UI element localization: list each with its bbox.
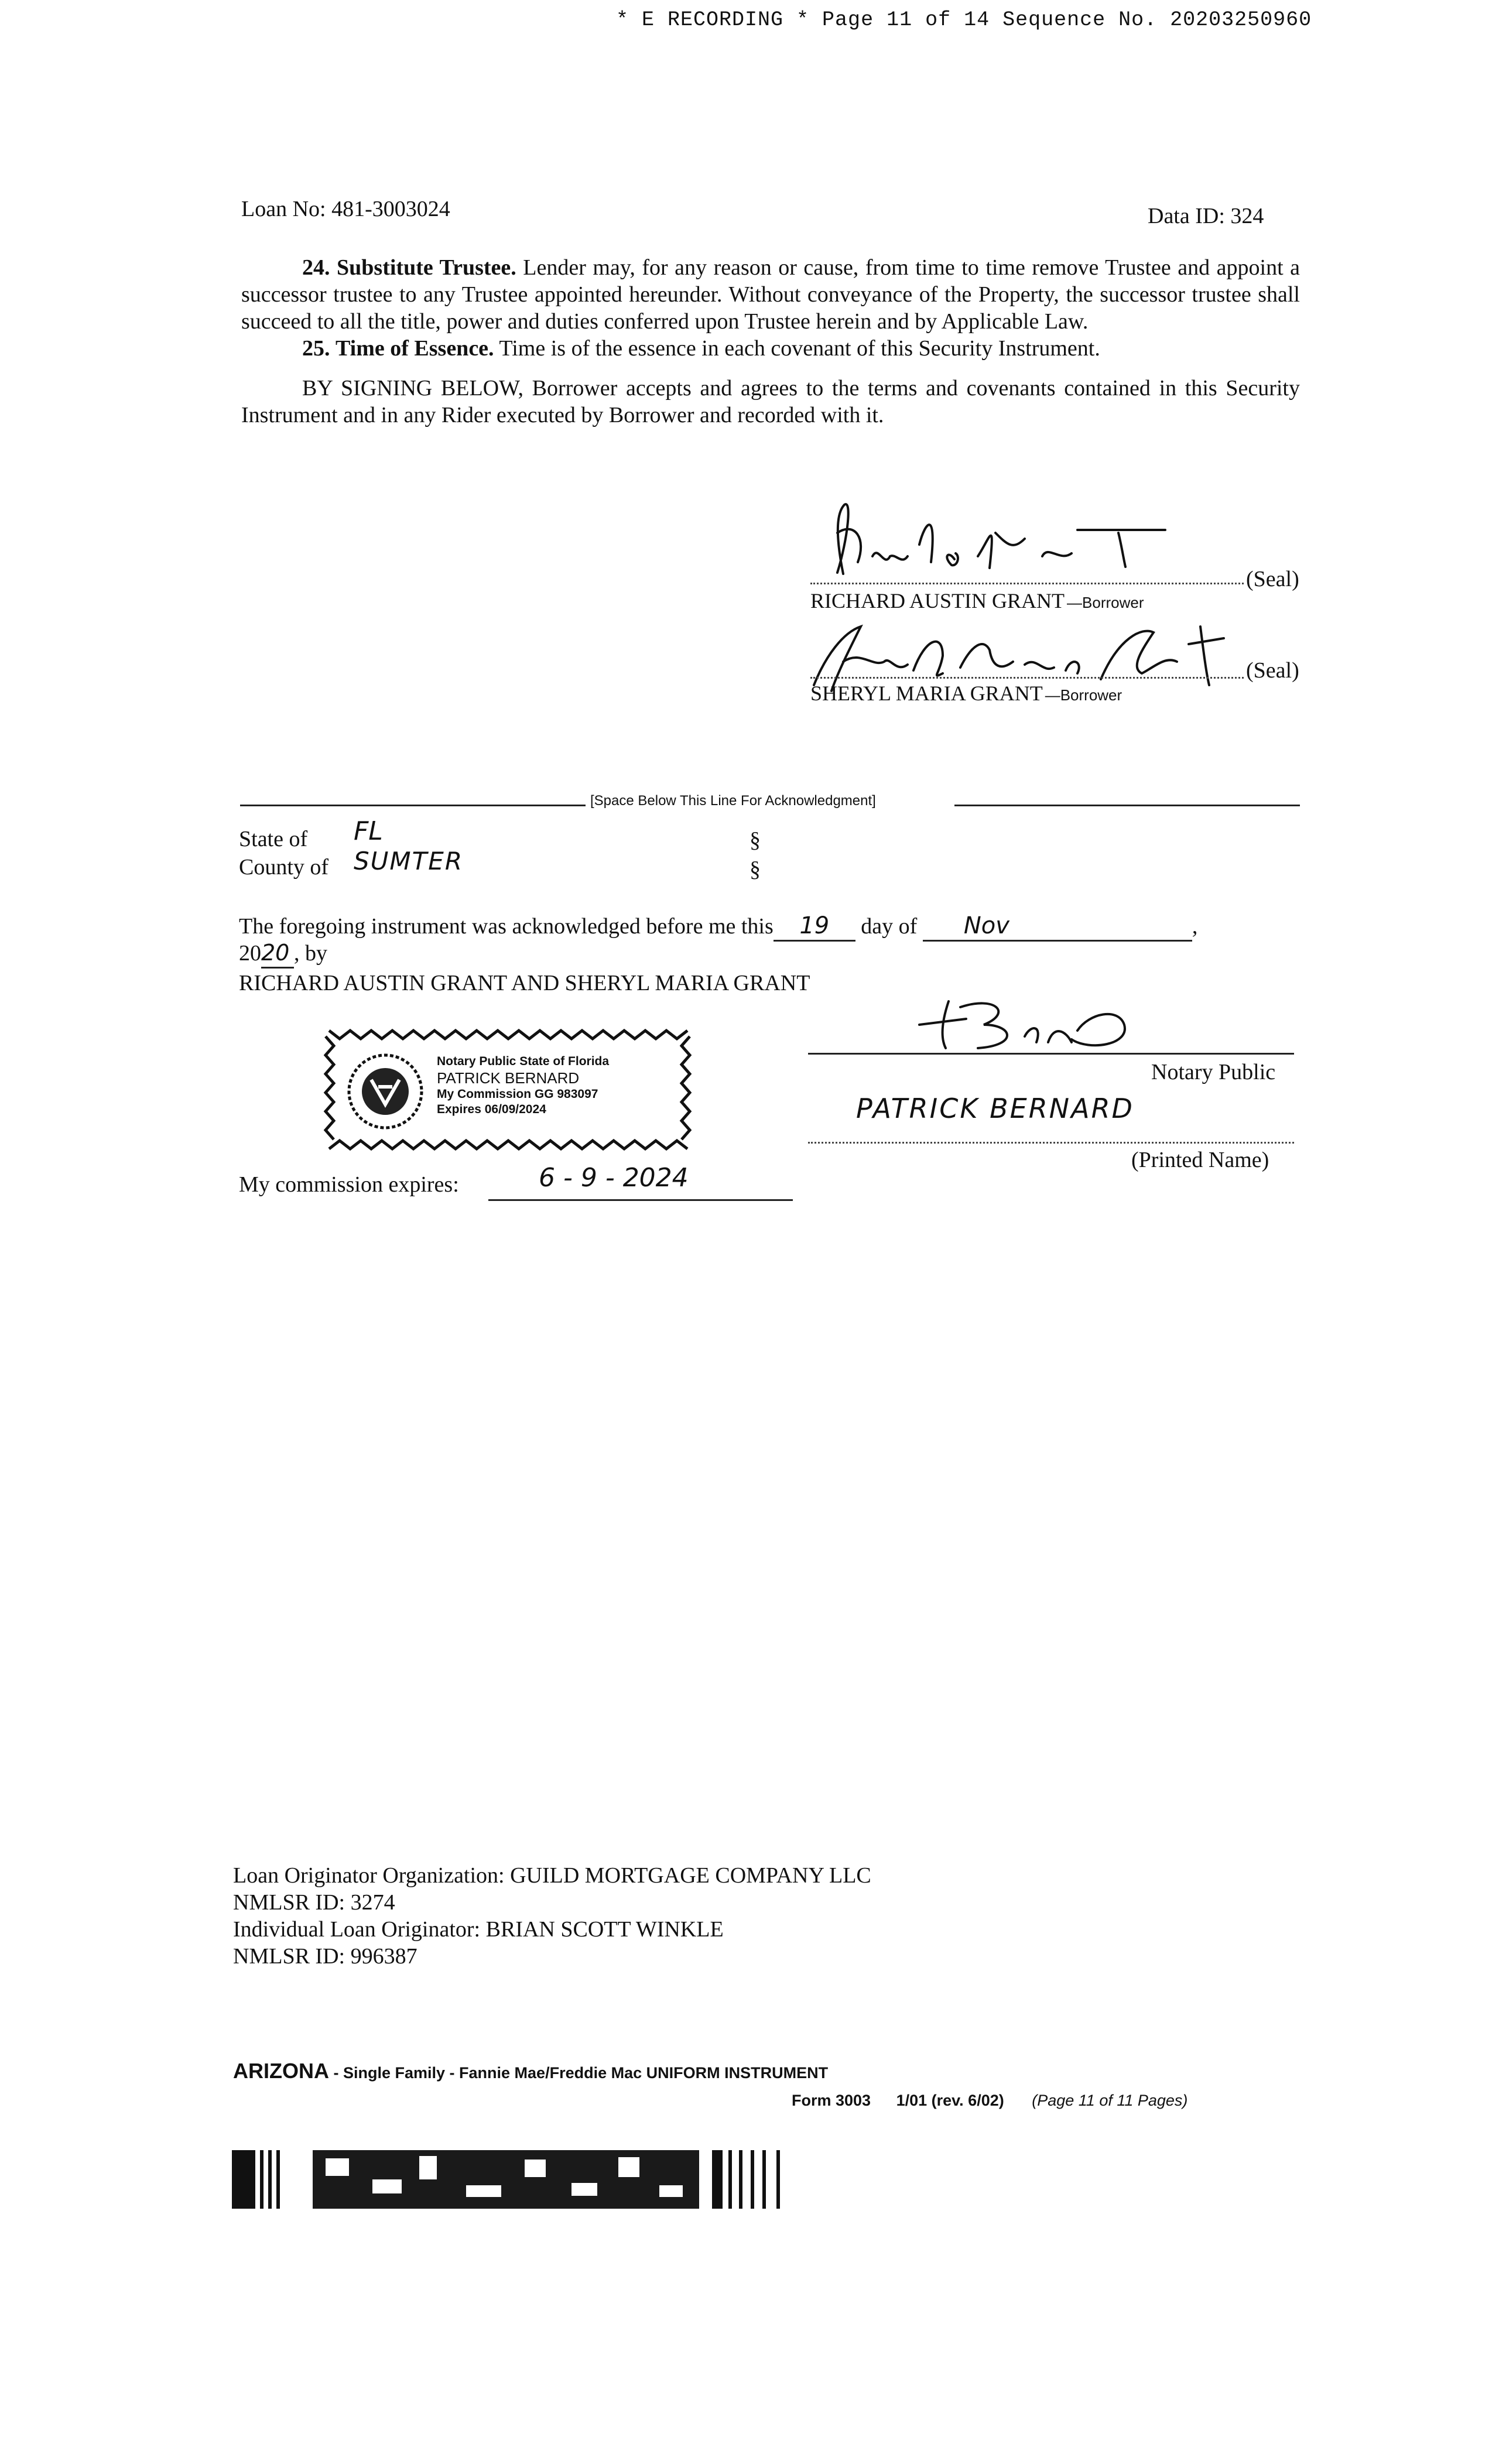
county-label: County of bbox=[239, 855, 329, 879]
acknowledgment-caption: [Space Below This Line For Acknowledgment] bbox=[590, 793, 876, 809]
seal-2: (Seal) bbox=[1246, 658, 1299, 683]
ack-month: Nov bbox=[963, 912, 1009, 939]
borrower-2-caption bbox=[810, 680, 1122, 706]
ack-day: 19 bbox=[799, 912, 830, 939]
stamp-line-3: My Commission GG 983097 bbox=[437, 1087, 598, 1101]
commission-label: My commission expires: bbox=[239, 1172, 459, 1197]
stamp-line-1: Notary Public State of Florida bbox=[437, 1055, 610, 1068]
ack-by: , by bbox=[294, 941, 327, 966]
ack-day-blank bbox=[774, 912, 855, 942]
footer-form: Form 3003 bbox=[792, 2092, 871, 2109]
section-24-text: Lender may, for any reason or cause, from time to time remove Trustee and appoint a successor trustee to any Trustee appointed hereunder. Without conveyance of the Property, the successor trustee shall succeed to all the title, power and duties conferred upon Trustee herein and by Applicable Law. bbox=[241, 255, 1300, 334]
ack-day-of: day of bbox=[861, 914, 918, 939]
form-footer-meta bbox=[792, 2092, 1187, 2110]
section-25-text: Time is of the essence in each covenant of this Security Instrument. bbox=[499, 336, 1100, 361]
borrower-2-name: SHERYL MARIA GRANT bbox=[810, 682, 1043, 705]
notary-signature bbox=[913, 990, 1159, 1054]
printed-name-label: (Printed Name) bbox=[1131, 1148, 1269, 1172]
originator-org-nmlsr: NMLSR ID: 3274 bbox=[233, 1890, 395, 1915]
covenant-text bbox=[241, 254, 1300, 429]
signature-line-1 bbox=[810, 583, 1244, 584]
form-footer-title bbox=[233, 2059, 828, 2083]
county-section-mark: § bbox=[750, 857, 761, 882]
ack-year-suffix: 20 bbox=[261, 940, 290, 966]
borrower-1-name: RICHARD AUSTIN GRANT bbox=[810, 589, 1065, 612]
barcode bbox=[232, 2150, 803, 2209]
barcode-graphic bbox=[232, 2150, 803, 2209]
originator-individual-nmlsr: NMLSR ID: 996387 bbox=[233, 1944, 417, 1969]
section-24-number: 24. bbox=[302, 255, 330, 280]
ack-year-prefix: 20 bbox=[239, 941, 261, 966]
notary-printed-name: PATRICK BERNARD bbox=[856, 1093, 1134, 1124]
commission-value: 6 - 9 - 2024 bbox=[539, 1163, 689, 1193]
footer-pages: (Page 11 of 11 Pages) bbox=[1032, 2092, 1188, 2109]
seal-1: (Seal) bbox=[1246, 567, 1299, 591]
section-25 bbox=[241, 335, 1300, 362]
data-id: Data ID: 324 bbox=[1148, 204, 1264, 228]
borrower-2-role: —Borrower bbox=[1045, 686, 1122, 704]
originator-org: Loan Originator Organization: GUILD MORTGAGE COMPANY LLC bbox=[233, 1863, 871, 1888]
section-25-number: 25. bbox=[302, 336, 330, 361]
borrower-signature-1 bbox=[802, 498, 1212, 586]
footer-rev: 1/01 (rev. 6/02) bbox=[896, 2092, 1004, 2109]
separator-line-left bbox=[240, 805, 586, 806]
notary-stamp bbox=[317, 1022, 698, 1157]
commission-line bbox=[488, 1199, 793, 1201]
footer-description: - Single Family - Fannie Mae/Freddie Mac UNIFORM INSTRUMENT bbox=[329, 2064, 829, 2082]
separator-line-right bbox=[954, 805, 1300, 806]
ack-text-lead: The foregoing instrument was acknowledged before me this bbox=[239, 914, 774, 939]
stamp-line-2: PATRICK BERNARD bbox=[437, 1069, 580, 1087]
signing-statement: BY SIGNING BELOW, Borrower accepts and agrees to the terms and covenants contained in this Security Instrument and in any Rider executed by Borrower and recorded with it. bbox=[241, 376, 1300, 427]
state-label: State of bbox=[239, 827, 308, 851]
notary-stamp-text bbox=[437, 1054, 609, 1117]
acknowledgment-text: The foregoing instrument was acknowledged before me this 19 day of Nov , bbox=[239, 912, 1305, 942]
ack-names: RICHARD AUSTIN GRANT AND SHERYL MARIA GRANT bbox=[239, 971, 810, 995]
loan-number: Loan No: 481-3003024 bbox=[241, 197, 450, 221]
section-24 bbox=[241, 254, 1300, 335]
recording-header: * E RECORDING * Page 11 of 14 Sequence No. 20203250960 bbox=[616, 8, 1312, 32]
borrower-1-caption bbox=[810, 588, 1144, 614]
originator-individual: Individual Loan Originator: BRIAN SCOTT WINKLE bbox=[233, 1917, 724, 1942]
ack-month-blank bbox=[923, 912, 1192, 942]
acknowledgment-separator bbox=[240, 790, 1300, 812]
printed-name-line bbox=[808, 1142, 1294, 1144]
ack-year-blank bbox=[261, 939, 294, 969]
state-section-mark: § bbox=[750, 828, 761, 853]
ack-year-line bbox=[239, 939, 327, 969]
signature-line-2 bbox=[810, 677, 1244, 679]
section-25-title: Time of Essence. bbox=[336, 336, 494, 361]
notary-public-label: Notary Public bbox=[1151, 1060, 1276, 1084]
county-value: SUMTER bbox=[354, 847, 464, 875]
originator-block bbox=[233, 1862, 871, 1970]
footer-state: ARIZONA bbox=[233, 2059, 329, 2083]
notary-signature-line bbox=[808, 1053, 1294, 1055]
stamp-line-4: Expires 06/09/2024 bbox=[437, 1103, 546, 1116]
borrower-1-role: —Borrower bbox=[1067, 594, 1144, 611]
state-value: FL bbox=[354, 816, 383, 846]
section-24-title: Substitute Trustee. bbox=[337, 255, 516, 280]
